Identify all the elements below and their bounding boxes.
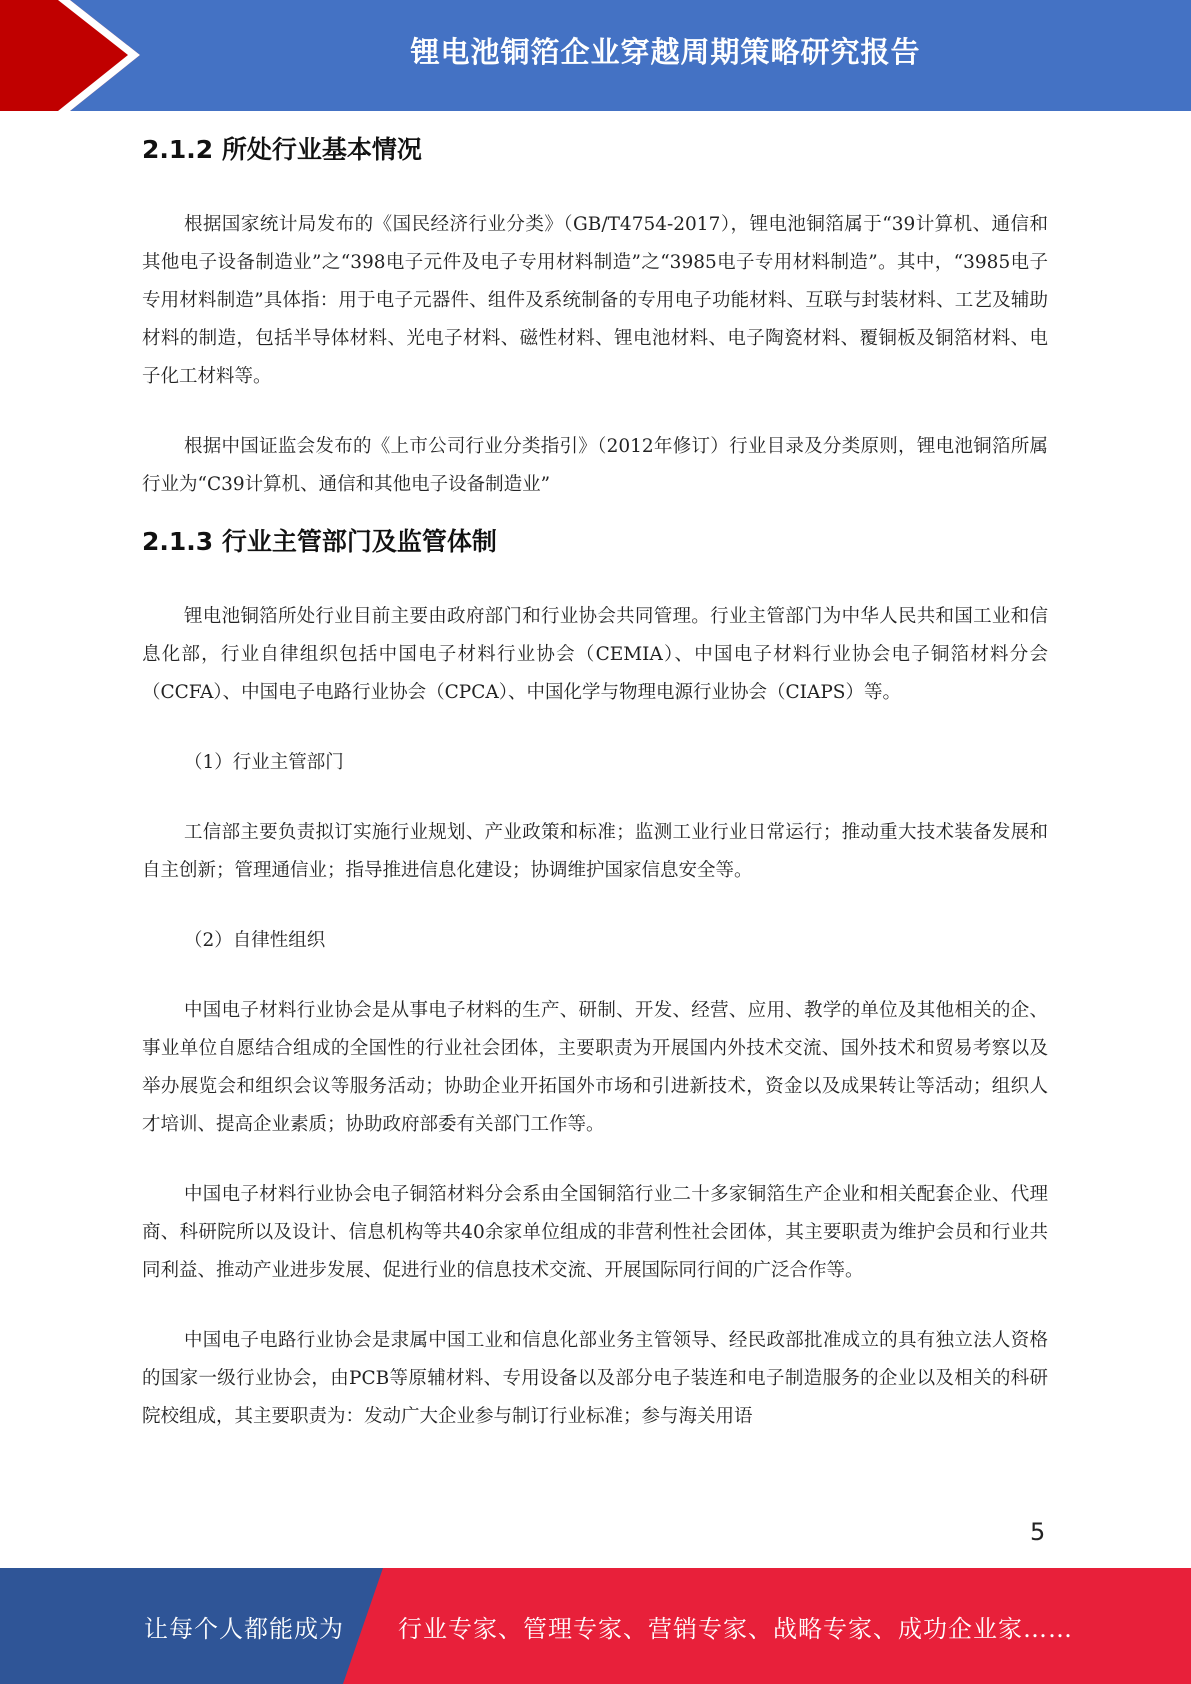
report-title: 锂电池铜箔企业穿越周期策略研究报告	[410, 34, 921, 69]
document-body	[142, 126, 1048, 1436]
paragraph: 根据中国证监会发布的《上市公司行业分类指引》（2012年修订）行业目录及分类原则，锂电池铜箔所属行业为“C39计算机、通信和其他电子设备制造业”	[142, 436, 1048, 495]
paragraph: 中国电子材料行业协会是从事电子材料的生产、研制、开发、经营、应用、教学的单位及其他相关的企、事业单位自愿结合组成的全国性的行业社会团体，主要职责为开展国内外技术交流、国外技术和贸易考察以及举办展览会和组织会议等服务活动；协助企业开拓国外市场和引进新技术，资金以及成果转让等活动；组织人才培训、提高企业素质；协助政府部委有关部门工作等。	[142, 1000, 1048, 1135]
page-number: 5	[1030, 1518, 1046, 1546]
page-header	[0, 0, 1191, 111]
page-footer	[0, 1568, 1191, 1684]
paragraph: 根据国家统计局发布的《国民经济行业分类》（GB/T4754-2017），锂电池铜箔属于“39计算机、通信和其他电子设备制造业”之“398电子元件及电子专用材料制造”之“3985电子专用材料制造”。其中，“3985电子专用材料制造”具体指：用于电子元器件、组件及系统制备的专用电子功能材料、互联与封装材料、工艺及辅助材料的制造，包括半导体材料、光电子材料、磁性材料、锂电池材料、电子陶瓷材料、覆铜板及铜箔材料、电子化工材料等。	[142, 214, 1048, 387]
section-heading-2-1-2: 2.1.2 所处行业基本情况	[142, 135, 422, 164]
footer-slogan-left: 让每个人都能成为	[144, 1614, 344, 1643]
paragraph: 锂电池铜箔所处行业目前主要由政府部门和行业协会共同管理。行业主管部门为中华人民共和国工业和信息化部，行业自律组织包括中国电子材料行业协会（CEMIA）、中国电子材料行业协会电子铜箔材料分会（CCFA）、中国电子电路行业协会（CPCA）、中国化学与物理电源行业协会（CIAPS）等。	[142, 606, 1048, 703]
subheading: （2）自律性组织	[184, 930, 326, 951]
paragraph: 工信部主要负责拟订实施行业规划、产业政策和标准；监测工业行业日常运行；推动重大技术装备发展和自主创新；管理通信业；指导推进信息化建设；协调维护国家信息安全等。	[142, 822, 1048, 881]
paragraph: 中国电子电路行业协会是隶属中国工业和信息化部业务主管领导、经民政部批准成立的具有独立法人资格的国家一级行业协会，由PCB等原辅材料、专用设备以及部分电子装连和电子制造服务的企业以及相关的科研院校组成，其主要职责为：发动广大企业参与制订行业标准；参与海关用语	[142, 1330, 1048, 1427]
footer-slogan-right: 行业专家、管理专家、营销专家、战略专家、成功企业家……	[398, 1614, 1073, 1643]
subheading: （1）行业主管部门	[184, 752, 344, 773]
paragraph: 中国电子材料行业协会电子铜箔材料分会系由全国铜箔行业二十多家铜箔生产企业和相关配套企业、代理商、科研院所以及设计、信息机构等共40余家单位组成的非营利性社会团体，其主要职责为维护会员和行业共同利益、推动产业进步发展、促进行业的信息技术交流、开展国际同行间的广泛合作等。	[142, 1184, 1048, 1281]
section-heading-2-1-3: 2.1.3 行业主管部门及监管体制	[142, 527, 497, 556]
header-arrow-decoration	[0, 0, 160, 111]
